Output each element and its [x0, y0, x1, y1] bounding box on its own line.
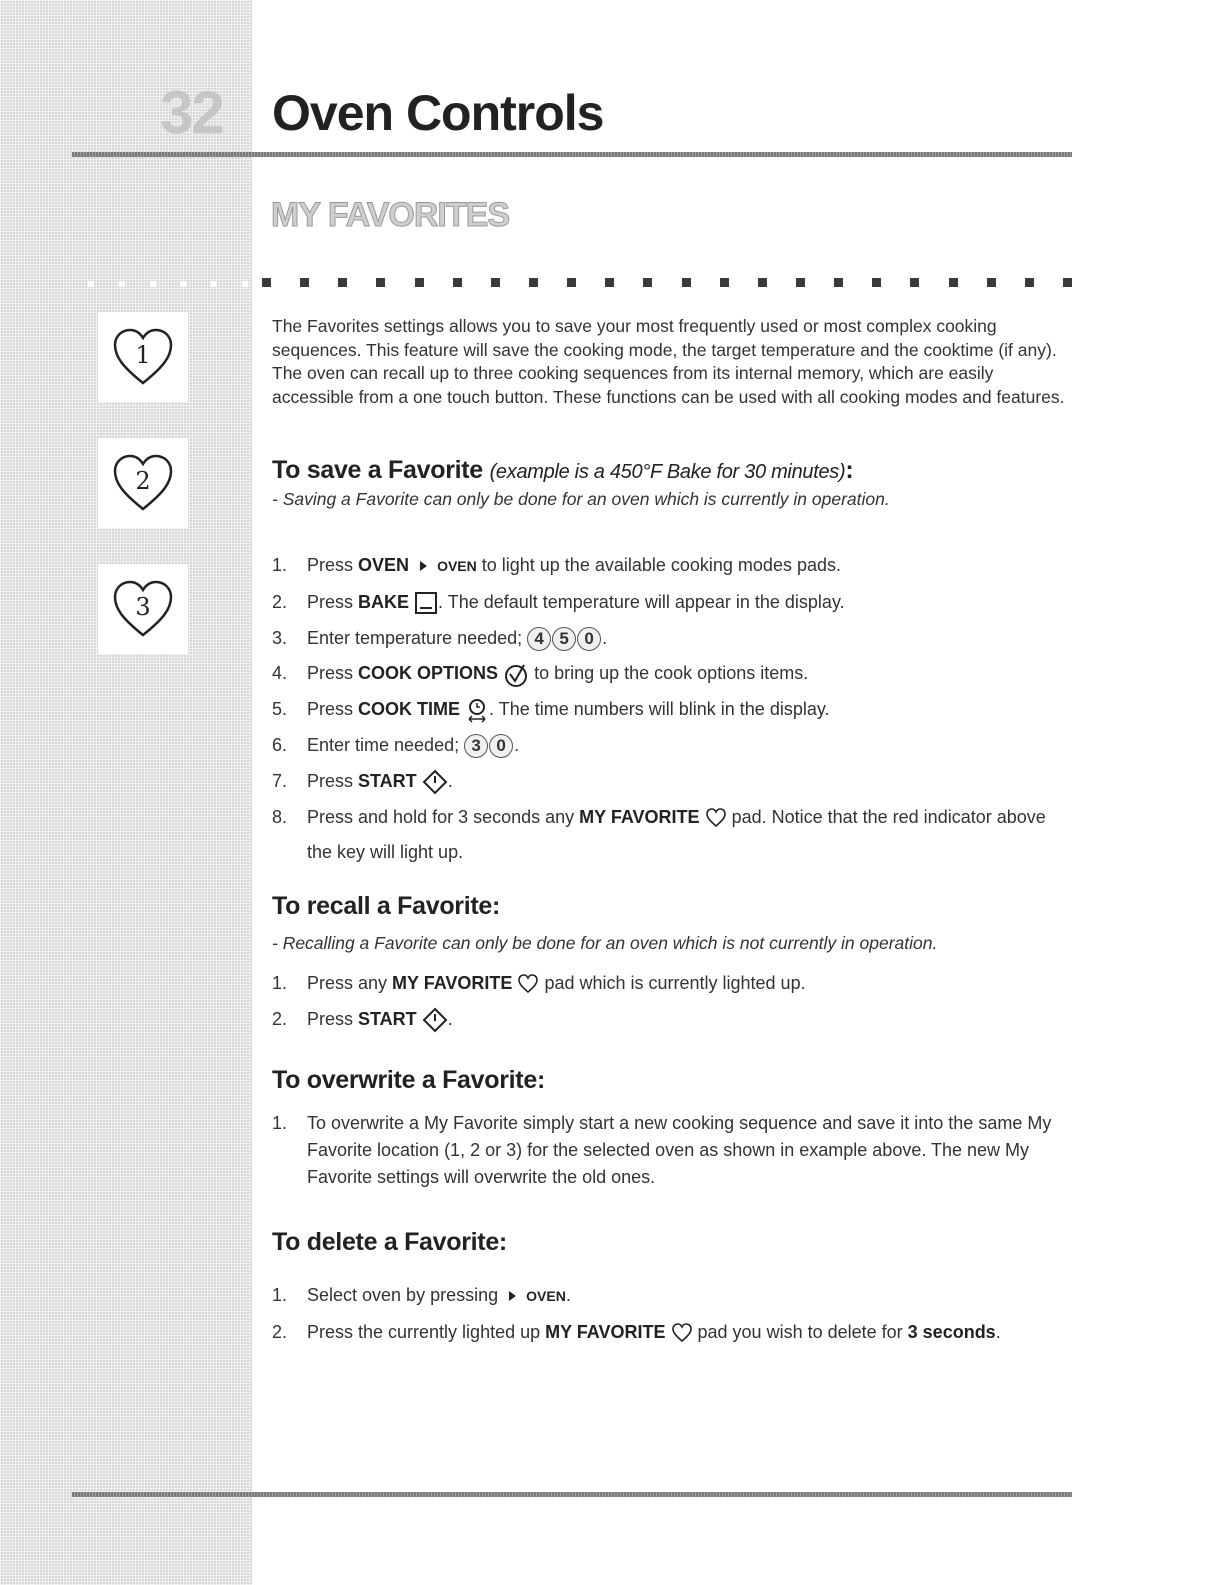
intro-paragraph: The Favorites settings allows you to save your most frequently used or most complex cooking sequences. This feature will save the cooking mode, the target temperature and the cooktime (if any). The oven can recall up to three cooking sequences from its internal memory, which are easily accessible from a one touch button. These functions can be used with all cooking modes and features. — [272, 316, 1065, 407]
heart-icon — [671, 1323, 693, 1343]
bake-icon — [414, 591, 438, 615]
favorite-number: 3 — [135, 593, 151, 621]
section-title: MY FAVORITES — [271, 196, 510, 234]
favorite-number: 2 — [135, 467, 151, 495]
heart-icon — [517, 974, 539, 994]
digit-key: 4 — [527, 627, 551, 651]
list-item: 2. Press the currently lighted up MY FAVORITE pad you wish to delete for 3 seconds. — [272, 1321, 1001, 1342]
start-icon — [422, 1007, 448, 1033]
save-heading-text: To save a Favorite — [272, 456, 483, 484]
save-steps — [272, 548, 1072, 871]
list-item: 5. Press COOK TIME . The time numbers will blink in the display. — [272, 692, 1072, 728]
list-item: 1. Select oven by pressing OVEN. — [272, 1285, 571, 1305]
list-item: 1. To overwrite a My Favorite simply start a new cooking sequence and save it into the same My Favorite location (1, 2 or 3) for the selected oven as shown in example above. The new My Favorite settings will overwrite the old ones. — [272, 1113, 1052, 1187]
list-item: 3. Enter temperature needed; 4 5 0 . — [272, 621, 1072, 657]
sidebar-band — [0, 0, 252, 1585]
digit-key: 3 — [464, 734, 488, 758]
play-arrow-icon — [503, 1289, 521, 1303]
clock-icon — [465, 697, 489, 723]
digit-key: 5 — [552, 627, 576, 651]
page-number: 32 — [160, 79, 223, 146]
page-title: Oven Controls — [272, 85, 604, 141]
overwrite-steps — [272, 1110, 1072, 1191]
digit-key: 0 — [489, 734, 513, 758]
start-icon — [422, 769, 448, 795]
list-item: 2. Press BAKE . The default temperature will appear in the display. — [272, 585, 1072, 621]
heart-icon — [111, 579, 175, 639]
favorite-number: 1 — [135, 341, 151, 369]
delete-heading: To delete a Favorite: — [272, 1228, 507, 1256]
heart-icon — [111, 327, 175, 387]
list-item: 1. Press any MY FAVORITE pad which is currently lighted up. — [272, 973, 806, 993]
recall-heading: To recall a Favorite: — [272, 892, 501, 920]
recall-steps — [272, 966, 1072, 1037]
delete-steps — [272, 1278, 1072, 1350]
list-item: 7. Press START . — [272, 764, 1072, 800]
list-item: 1. Press OVEN OVEN to light up the available cooking modes pads. — [272, 555, 841, 575]
digit-key: 0 — [577, 627, 601, 651]
footer-rule — [72, 1492, 1072, 1497]
list-item: 2. Press START . — [272, 1002, 1072, 1038]
list-item: 4. Press COOK OPTIONS to bring up the cook options items. — [272, 656, 1072, 692]
checkmark-icon — [503, 662, 529, 688]
heart-icon — [111, 453, 175, 513]
save-heading — [272, 456, 853, 485]
play-arrow-icon — [414, 559, 432, 573]
recall-note: - Recalling a Favorite can only be done for an oven which is not currently in operation. — [272, 933, 938, 953]
dotted-divider — [262, 278, 1072, 288]
save-example: (example is a 450°F Bake for 30 minutes) — [489, 461, 846, 483]
list-item: 6. Enter time needed; 3 0 . — [272, 728, 1072, 764]
favorite-button-1 — [98, 312, 188, 402]
favorite-button-3 — [98, 564, 188, 654]
save-colon: : — [845, 456, 854, 484]
heart-icon — [705, 808, 727, 828]
sidebar-dots — [88, 281, 248, 287]
header-rule — [72, 152, 1072, 157]
list-item: 8. Press and hold for 3 seconds any MY FAVORITE pad. Notice that the red indicator above the key will light up. — [272, 806, 1046, 863]
save-note: - Saving a Favorite can only be done for an oven which is currently in operation. — [272, 489, 890, 509]
favorite-button-2 — [98, 438, 188, 528]
overwrite-heading: To overwrite a Favorite: — [272, 1066, 545, 1094]
